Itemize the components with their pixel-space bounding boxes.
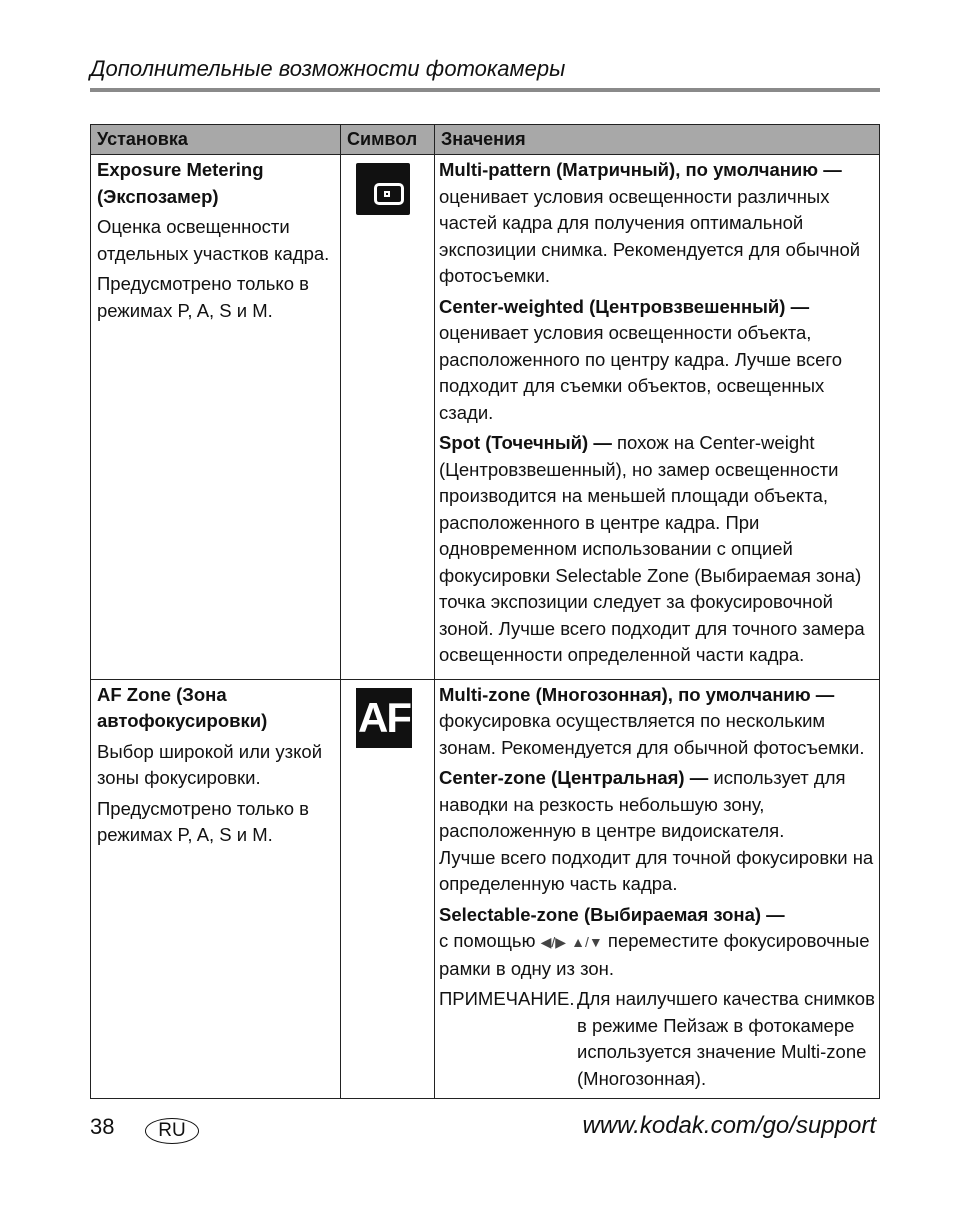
option-name: Multi-zone (Многозонная), по умолчанию — [439, 683, 835, 705]
page-number: 38 [90, 1114, 115, 1139]
setting-title: Exposure Metering (Экспозамер) [97, 159, 264, 207]
symbol-cell [341, 155, 435, 680]
option-name: Spot (Точечный) — [439, 432, 612, 453]
values-cell [435, 155, 880, 680]
value-option [439, 682, 875, 762]
option-name: Center-zone (Центральная) — [439, 767, 709, 788]
note-text: Для наилучшего качества снимков в режиме Пейзаж в фотокамере используется значение Multi-zone (Многозонная). [577, 988, 875, 1089]
up-down-arrows-icon: ▲/▼ [571, 934, 603, 950]
value-option [439, 902, 875, 983]
note-label: ПРИМЕЧАНИЕ. [439, 988, 575, 1009]
value-option [439, 430, 875, 669]
column-header-symbol: Символ [341, 125, 435, 155]
page-title: Дополнительные возможности фотокамеры [90, 56, 566, 81]
table-row [91, 679, 880, 1099]
support-url[interactable]: www.kodak.com/go/support [582, 1112, 876, 1139]
setting-cell [91, 679, 341, 1099]
symbol-cell [341, 679, 435, 1099]
column-header-setting: Установка [91, 125, 341, 155]
option-description-rest: переместите фокусировочные рамки в одну из зон. [439, 930, 870, 979]
option-name: Center-weighted (Центровзвешенный) — [439, 295, 810, 317]
setting-description: Выбор широкой или узкой зоны фокусировки. [97, 740, 323, 788]
settings-table [90, 124, 880, 1099]
title-divider [90, 88, 880, 92]
setting-description: Оценка освещенности отдельных участков кадра. [97, 216, 330, 264]
option-description: с помощью [439, 930, 536, 951]
af-icon: AF [356, 688, 412, 748]
option-name: Multi-pattern (Матричный), по умолчанию — [439, 159, 842, 180]
language-badge: RU [145, 1118, 199, 1144]
option-description-extra: Лучше всего подходит для точной фокусировки на определенную часть кадра. [439, 846, 874, 894]
option-description: оценивает условия освещенности различных частей кадра для получения оптимальной экспозиции снимка. Рекомендуется для обычной фотосъемки. [439, 185, 861, 286]
setting-modes: Предусмотрено только в режимах P, A, S и M. [97, 273, 309, 321]
option-description: похож на Center-weight (Центровзвешенный), но замер освещенности производится на меньшей площади объекта, расположенного в центре кадра. При одновременном использовании с опцией фокусировки Selectable Zone (Выбираемая зона) точка экспозиции следует за фокусировочной зоной. Лучше всего подходит для точного замера освещенности определенной части кадра. [439, 432, 865, 665]
value-option [439, 157, 875, 290]
option-name: Selectable-zone (Выбираемая зона) — [439, 903, 785, 925]
values-cell [435, 679, 880, 1099]
note [439, 986, 875, 1092]
multi-pattern-metering-icon [356, 163, 410, 215]
setting-cell [91, 155, 341, 680]
left-right-arrows-icon: ◀/▶ [540, 934, 567, 950]
table-header-row [91, 125, 880, 155]
table-row [91, 155, 880, 680]
setting-modes: Предусмотрено только в режимах P, A, S и M. [97, 797, 309, 845]
column-header-values: Значения [435, 125, 880, 155]
value-option [439, 294, 875, 427]
option-description: оценивает условия освещенности объекта, расположенного по центру кадра. Лучше всего подходит для съемки объектов, освещенных сзади. [439, 322, 842, 423]
option-description: фокусировка осуществляется по нескольким зонам. Рекомендуется для обычной фотосъемки. [439, 710, 865, 758]
setting-title: AF Zone (Зона автофокусировки) [97, 683, 268, 731]
option-description: использует для наводки на резкость небольшую зону, расположенную в центре видоискателя. [439, 767, 846, 841]
value-option [439, 765, 875, 898]
